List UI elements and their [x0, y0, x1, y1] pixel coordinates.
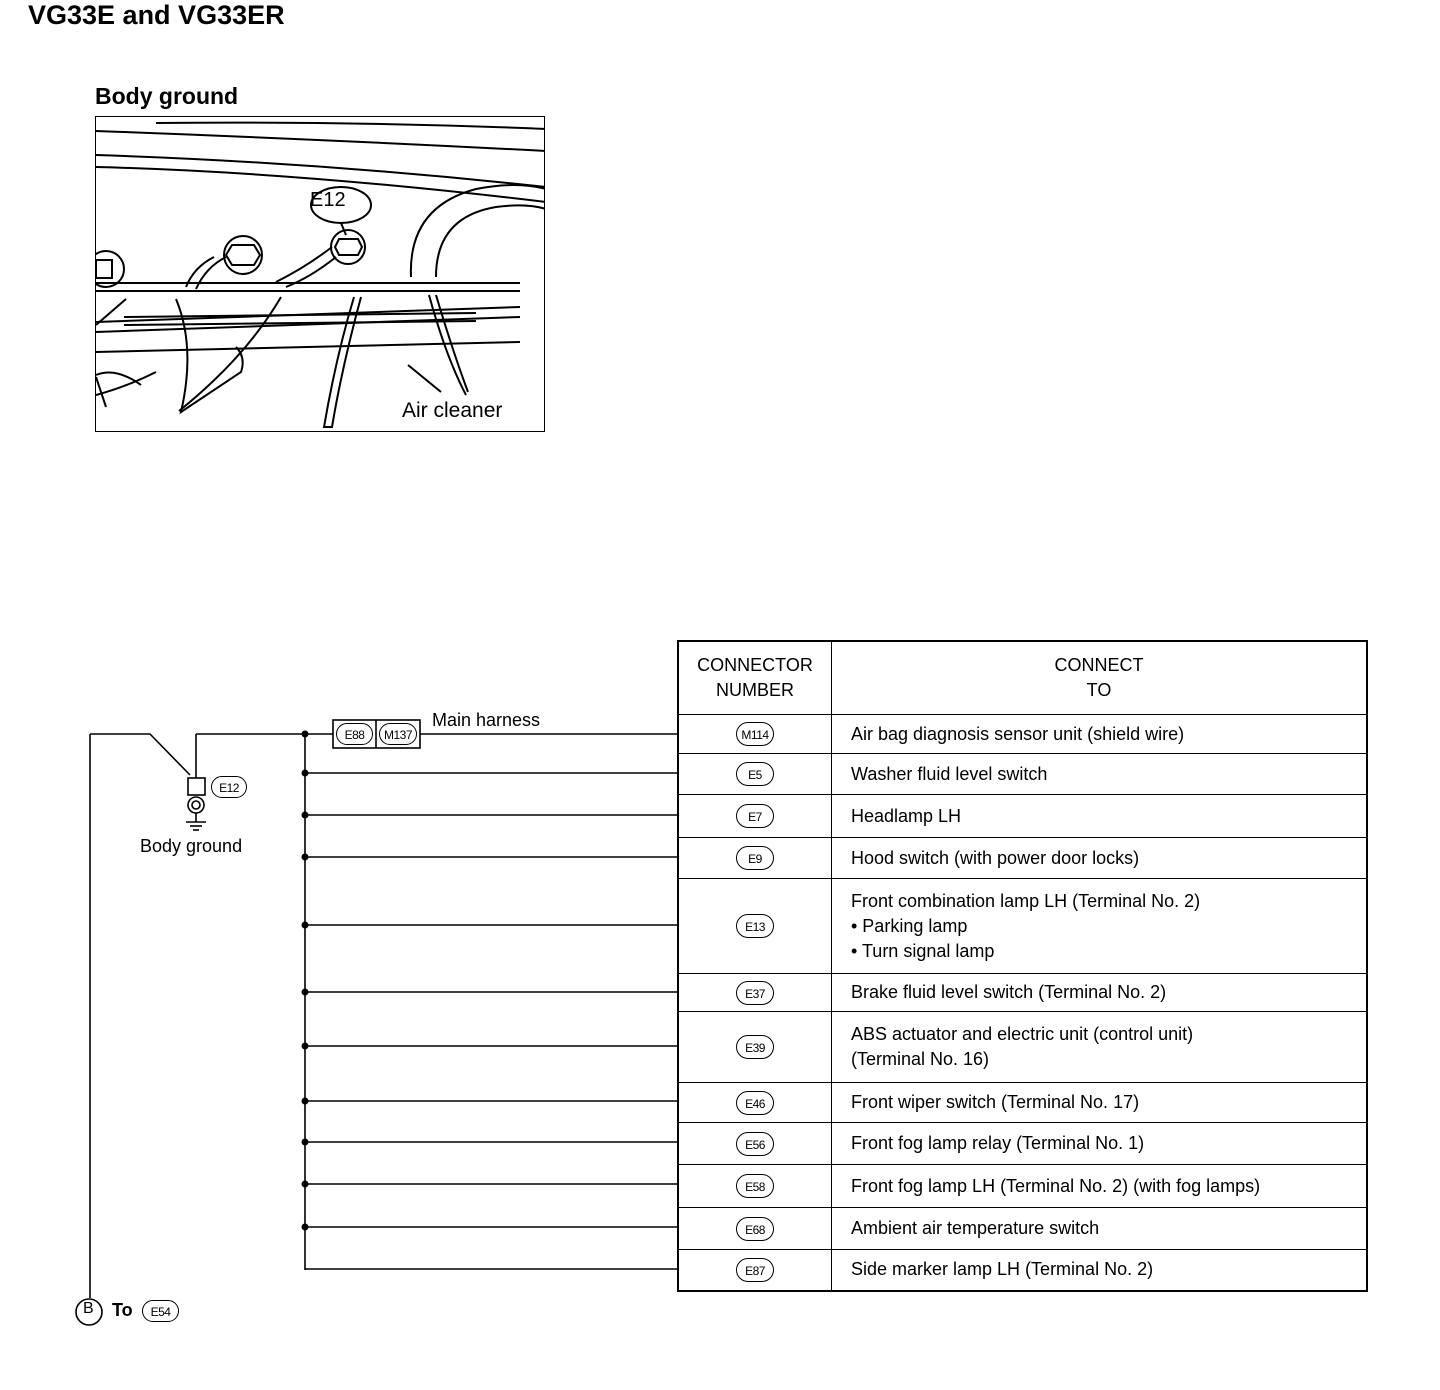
body-ground-label: Body ground — [140, 836, 243, 856]
connect-to-cell: Ambient air temperature switch — [832, 1208, 1368, 1250]
table-row — [678, 1208, 1367, 1250]
to-label: To — [112, 1300, 133, 1320]
connector-badge: E9 — [736, 846, 774, 870]
table-row — [678, 838, 1367, 879]
connector-badge: E56 — [736, 1132, 774, 1156]
table-row — [678, 879, 1367, 974]
ground-connector-e12: E12 — [211, 776, 247, 798]
connect-to-text: Front combination lamp LH (Terminal No. 2) — [851, 890, 1201, 911]
table-row — [678, 1012, 1367, 1083]
connect-to-text: (Terminal No. 16) — [851, 1049, 990, 1069]
page-title: VG33E and VG33ER — [28, 0, 285, 30]
connect-to-cell: Side marker lamp LH (Terminal No. 2) — [832, 1250, 1368, 1291]
header-connect-to: CONNECT TO — [832, 641, 1368, 715]
connector-e88: E88 — [336, 723, 373, 745]
table-row — [678, 715, 1367, 754]
connector-badge: E58 — [736, 1174, 774, 1198]
connector-badge: E87 — [736, 1258, 774, 1282]
connect-to-text: ABS actuator and electric unit (control unit) — [851, 1024, 1194, 1044]
detail-heading: Body ground — [95, 83, 239, 109]
connect-to-cell: Washer fluid level switch — [832, 754, 1368, 795]
table-row — [678, 1165, 1367, 1208]
connector-badge: M114 — [736, 722, 774, 746]
to-connector-e54: E54 — [142, 1300, 179, 1322]
connector-badge: E5 — [736, 762, 774, 786]
connect-to-cell: Hood switch (with power door locks) — [832, 838, 1368, 879]
connector-m137: M137 — [379, 723, 417, 745]
connect-to-bullet: • Turn signal lamp — [851, 940, 995, 961]
table-row — [678, 1083, 1367, 1123]
connect-to-cell: Headlamp LH — [832, 795, 1368, 838]
connect-to-cell: Front wiper switch (Terminal No. 17) — [832, 1083, 1368, 1123]
connector-badge: E46 — [736, 1091, 774, 1115]
table-row — [678, 1123, 1367, 1165]
connector-badge: E39 — [736, 1035, 774, 1059]
table-row — [678, 795, 1367, 838]
connect-to-cell: Front fog lamp LH (Terminal No. 2) (with fog lamps) — [832, 1165, 1368, 1208]
connector-badge: E68 — [736, 1217, 774, 1241]
connect-to-cell: Brake fluid level switch (Terminal No. 2) — [832, 974, 1368, 1012]
table-row — [678, 974, 1367, 1012]
main-harness-label: Main harness — [432, 710, 541, 730]
connect-to-bullet: • Parking lamp — [851, 915, 968, 936]
connector-badge: E13 — [736, 914, 774, 938]
header-connector-number: CONNECTOR NUMBER — [678, 641, 832, 715]
marker-b: B — [83, 1300, 94, 1317]
connector-badge: E37 — [736, 981, 774, 1005]
connect-to-cell — [832, 1012, 1368, 1083]
table-row — [678, 754, 1367, 795]
callout-e12: E12 — [310, 189, 346, 211]
connect-to-cell: Front fog lamp relay (Terminal No. 1) — [832, 1123, 1368, 1165]
connect-to-cell — [832, 879, 1368, 974]
connect-to-cell: Air bag diagnosis sensor unit (shield wire) — [832, 715, 1368, 754]
connector-badge: E7 — [736, 804, 774, 828]
connector-table — [677, 640, 1368, 1292]
table-row — [678, 1250, 1367, 1291]
air-cleaner-label: Air cleaner — [402, 399, 503, 422]
